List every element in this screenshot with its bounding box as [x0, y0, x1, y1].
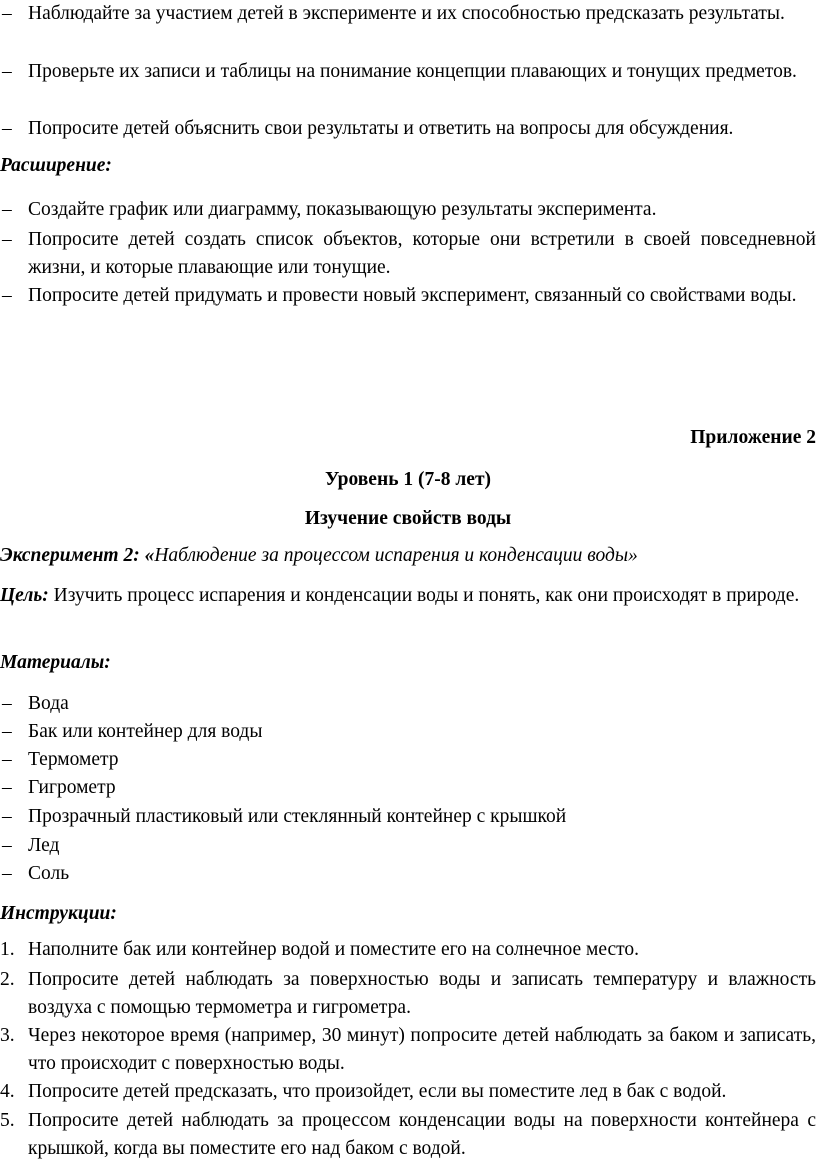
material-item [0, 803, 816, 831]
instruction-text: Через некоторое время (например, 30 минут) попросите детей наблюдать за баком и записать, что происходит с поверхностью воды. [28, 1025, 816, 1074]
dash-bullet: – [2, 806, 12, 827]
list-item-text: Создайте график или диаграмму, показывающую результаты эксперимента. [28, 199, 657, 220]
dash-bullet: – [2, 749, 12, 770]
list-item-text: Наблюдайте за участием детей в эксперименте и их способностью предсказать результаты. [28, 3, 785, 24]
instruction-item [0, 1022, 816, 1078]
material-item [0, 690, 816, 718]
list-item [0, 282, 816, 310]
instruction-item [0, 1078, 816, 1106]
material-item [0, 860, 816, 888]
material-item-text: Соль [28, 863, 70, 884]
dash-bullet: – [2, 229, 12, 250]
material-item-text: Термометр [28, 749, 119, 770]
list-item [0, 226, 816, 282]
list-item [0, 115, 816, 143]
instruction-number: 2. [0, 969, 15, 990]
materials-heading: Материалы: [0, 652, 111, 673]
instruction-number: 4. [0, 1081, 15, 1102]
instruction-item [0, 966, 816, 1022]
dash-bullet: – [2, 777, 12, 798]
dash-bullet: – [2, 118, 12, 139]
instruction-text: Попросите детей наблюдать за процессом конденсации воды на поверхности контейнера с крышкой, когда вы поместите его над баком с водой. [28, 1110, 816, 1159]
list-item-text: Попросите детей придумать и провести новый эксперимент, связанный со свойствами воды. [28, 285, 797, 306]
list-item-text: Попросите детей объяснить свои результаты и ответить на вопросы для обсуждения. [28, 118, 734, 139]
instruction-text: Попросите детей наблюдать за поверхностью воды и записать температуру и влажность воздуха с помощью термометра и гигрометра. [28, 969, 816, 1018]
instructions-heading: Инструкции: [0, 903, 117, 924]
dash-bullet: – [2, 721, 12, 742]
material-item-text: Прозрачный пластиковый или стеклянный контейнер с крышкой [28, 806, 567, 827]
extension-heading: Расширение: [0, 155, 112, 176]
dash-bullet: – [2, 3, 12, 24]
experiment-label: Эксперимент 2: « [0, 545, 155, 566]
instruction-number: 3. [0, 1025, 15, 1046]
material-item-text: Вода [28, 693, 69, 714]
dash-bullet: – [2, 199, 12, 220]
level-title: Уровень 1 (7-8 лет) [324, 469, 492, 490]
list-item [0, 58, 816, 86]
dash-bullet: – [2, 863, 12, 884]
material-item-text: Лед [28, 835, 60, 856]
material-item [0, 718, 816, 746]
experiment-line [0, 542, 816, 570]
material-item-text: Бак или контейнер для воды [28, 721, 263, 742]
material-item-text: Гигрометр [28, 777, 116, 798]
instruction-item [0, 1107, 816, 1163]
dash-bullet: – [2, 61, 12, 82]
dash-bullet: – [2, 285, 12, 306]
list-item [0, 0, 816, 28]
experiment-title: Наблюдение за процессом испарения и конденсации воды» [154, 545, 638, 566]
material-item [0, 774, 816, 802]
instruction-text: Наполните бак или контейнер водой и поместите его на солнечное место. [28, 939, 640, 960]
dash-bullet: – [2, 835, 12, 856]
dash-bullet: – [2, 693, 12, 714]
material-item [0, 746, 816, 774]
list-item-text: Попросите детей создать список объектов, которые они встретили в своей повседневной жизни, и которые плавающие или тонущие. [28, 229, 816, 278]
topic-title: Изучение свойств воды [304, 508, 512, 529]
appendix-label: Приложение 2 [690, 427, 816, 448]
list-item-text: Проверьте их записи и таблицы на понимание концепции плавающих и тонущих предметов. [28, 61, 797, 82]
instruction-number: 5. [0, 1110, 15, 1131]
list-item [0, 196, 816, 224]
instruction-item [0, 936, 816, 964]
instruction-number: 1. [0, 939, 15, 960]
goal-label: Цель: [0, 585, 49, 606]
instruction-text: Попросите детей предсказать, что произойдет, если вы поместите лед в бак с водой. [28, 1081, 727, 1102]
goal-text: Изучить процесс испарения и конденсации воды и понять, как они происходят в природе. [48, 585, 800, 606]
material-item [0, 832, 816, 860]
goal-paragraph [0, 582, 816, 610]
